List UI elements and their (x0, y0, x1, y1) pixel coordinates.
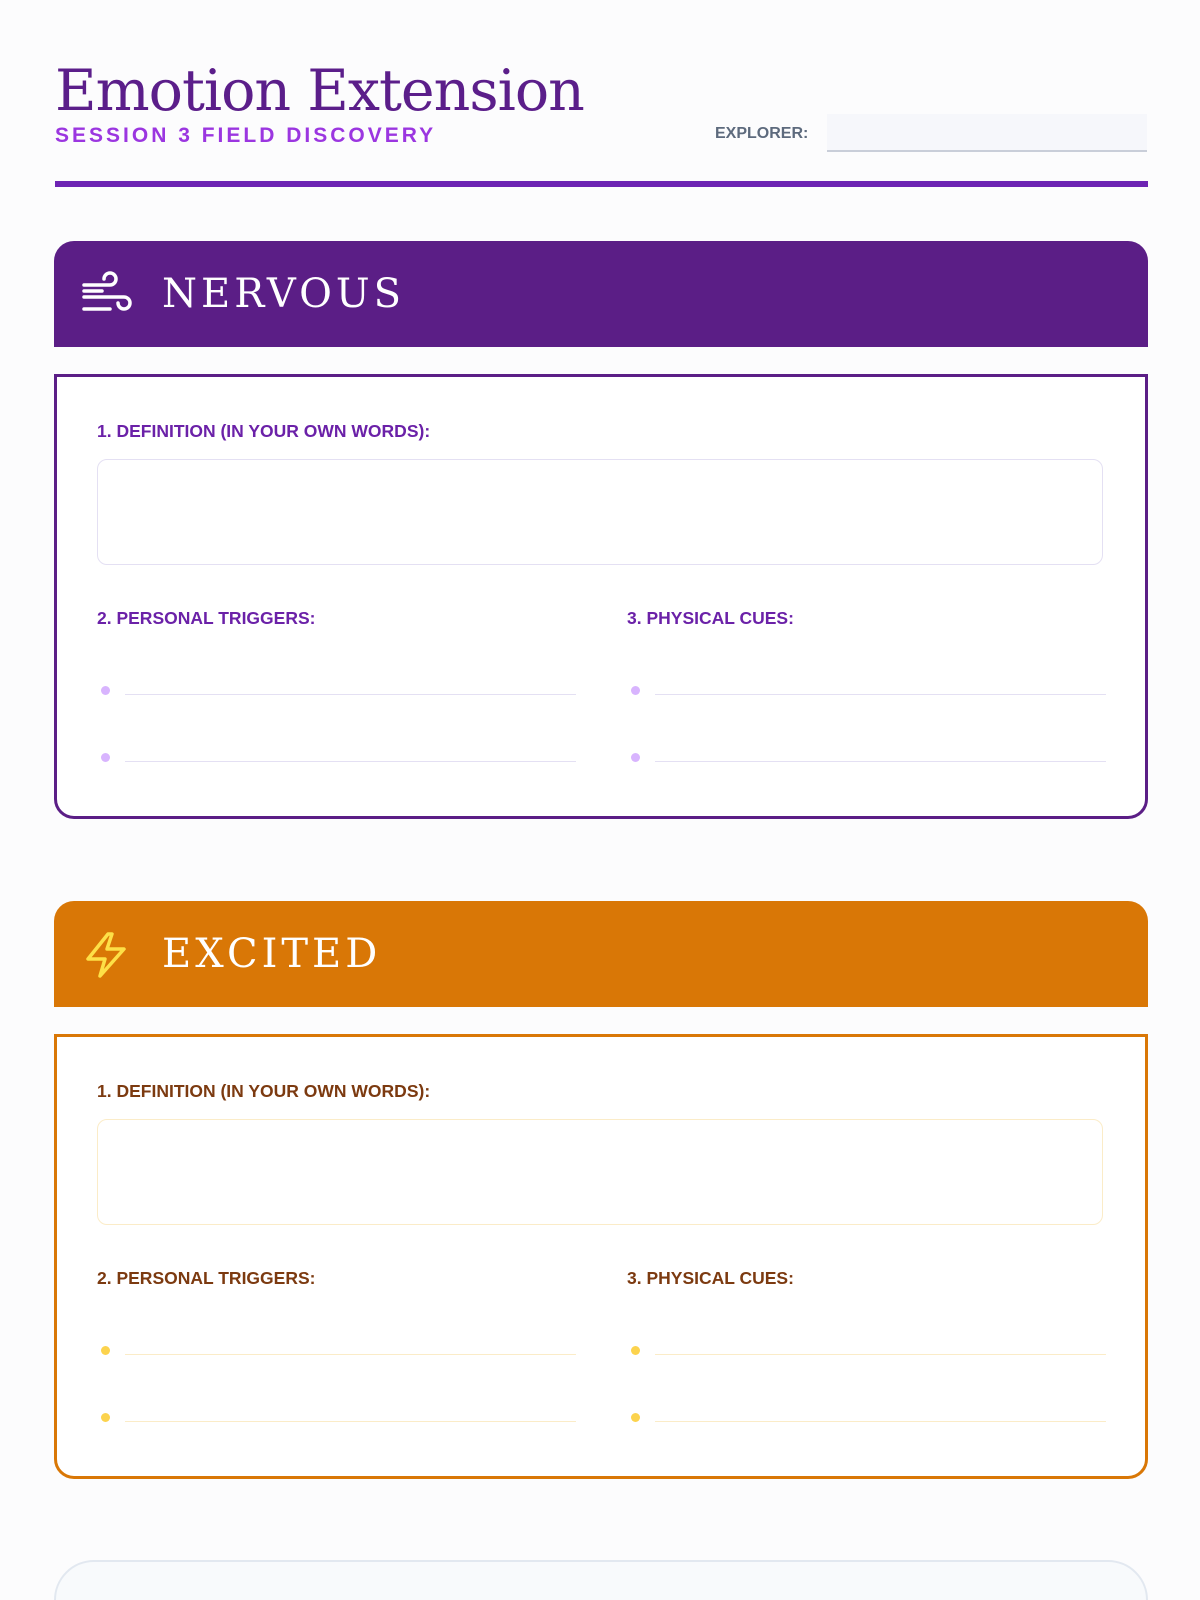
cues-label: 3. PHYSICAL CUES: (627, 1268, 794, 1288)
bullet-dot (631, 753, 640, 762)
cues-label: 3. PHYSICAL CUES: (627, 608, 794, 628)
trigger-input-excited-2[interactable] (125, 1386, 576, 1422)
cue-input-nervous-1[interactable] (655, 659, 1106, 695)
triggers-label: 2. PERSONAL TRIGGERS: (97, 1268, 316, 1288)
cue-input-excited-2[interactable] (655, 1386, 1106, 1422)
nervous-section-header (54, 241, 1148, 347)
page-subtitle: SESSION 3 FIELD DISCOVERY (55, 124, 437, 147)
explorer-label: EXPLORER: (715, 125, 809, 142)
bullet-dot (631, 1346, 640, 1355)
bullet-dot (101, 1346, 110, 1355)
definition-input-excited[interactable] (97, 1119, 1103, 1225)
excited-card (54, 1034, 1148, 1479)
emotion-title-excited: EXCITED (162, 931, 382, 977)
page-title: Emotion Extension (55, 58, 584, 124)
cue-input-excited-1[interactable] (655, 1319, 1106, 1355)
bullet-dot (631, 1413, 640, 1422)
cue-input-nervous-2[interactable] (655, 726, 1106, 762)
wind-icon (80, 271, 132, 319)
header (55, 58, 1148, 190)
definition-input-nervous[interactable] (97, 459, 1103, 565)
triggers-label: 2. PERSONAL TRIGGERS: (97, 608, 316, 628)
emotion-title-nervous: NERVOUS (162, 271, 405, 317)
excited-section-header (54, 901, 1148, 1007)
lightning-icon (80, 931, 132, 979)
nervous-card (54, 374, 1148, 819)
definition-label: 1. DEFINITION (IN YOUR OWN WORDS): (97, 421, 431, 441)
bullet-dot (101, 753, 110, 762)
bullet-dot (631, 686, 640, 695)
definition-label: 1. DEFINITION (IN YOUR OWN WORDS): (97, 1081, 431, 1101)
header-divider (55, 181, 1148, 187)
bullet-dot (101, 1413, 110, 1422)
trigger-input-nervous-1[interactable] (125, 659, 576, 695)
trigger-input-excited-1[interactable] (125, 1319, 576, 1355)
explorer-name-input[interactable] (827, 114, 1147, 152)
next-section-card (54, 1560, 1148, 1600)
bullet-dot (101, 686, 110, 695)
trigger-input-nervous-2[interactable] (125, 726, 576, 762)
